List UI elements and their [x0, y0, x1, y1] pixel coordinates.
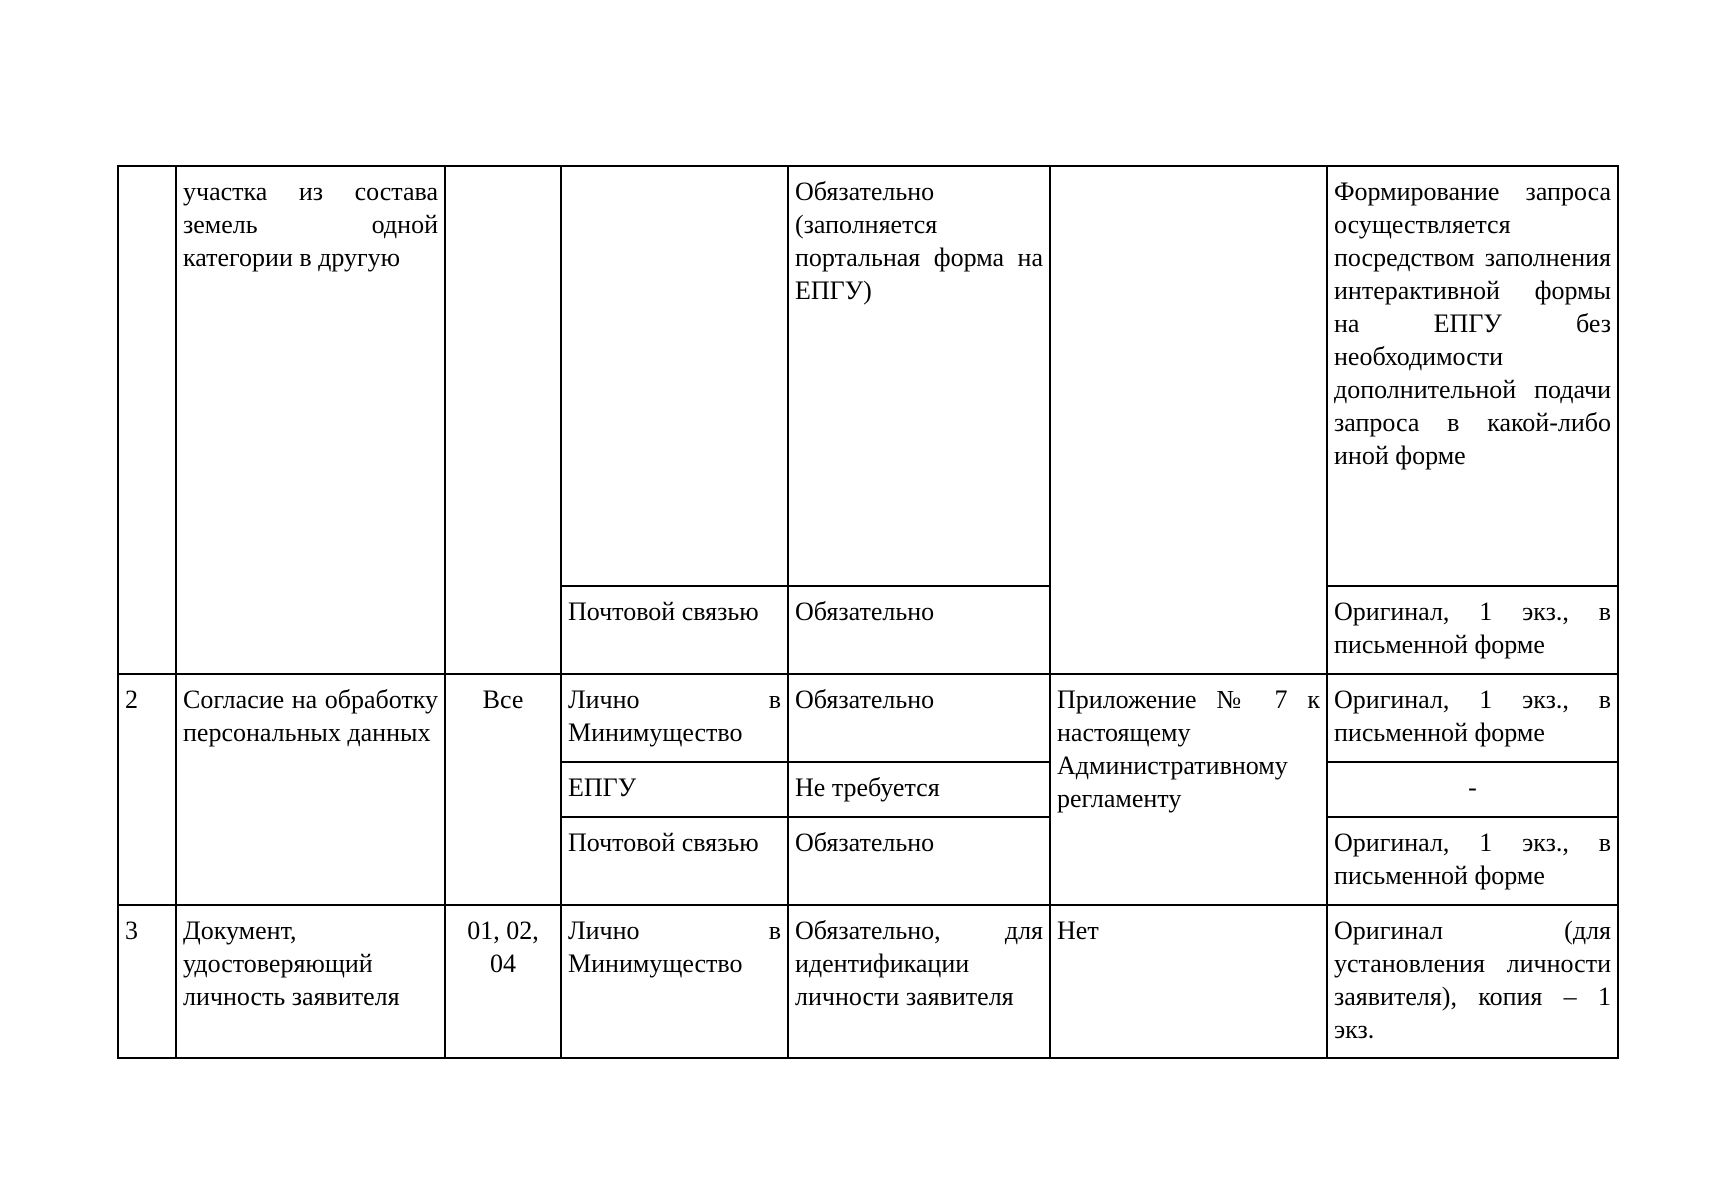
submission-method-cell: Лично в Минимущество [561, 674, 788, 762]
requirement-cell: Обязательно [788, 817, 1050, 905]
document-name-cell: Согласие на обработку персональных данных [176, 674, 445, 905]
table-row [118, 905, 1618, 1058]
form-cell: Нет [1050, 905, 1327, 1058]
requirement-cell: Обязательно [788, 674, 1050, 762]
table-row [118, 166, 1618, 586]
applicants-cell [445, 166, 561, 674]
note-cell: Оригинал, 1 экз., в письменной форме [1327, 674, 1618, 762]
applicants-cell: 01, 02, 04 [445, 905, 561, 1058]
note-cell: Оригинал, 1 экз., в письменной форме [1327, 586, 1618, 674]
note-cell: Оригинал, 1 экз., в письменной форме [1327, 817, 1618, 905]
row-number-cell: 2 [118, 674, 176, 905]
document-name-cell: Документ, удостоверяющий личность заявителя [176, 905, 445, 1058]
requirement-cell: Обязательно, для идентификации личности заявителя [788, 905, 1050, 1058]
requirement-cell: Не требуется [788, 762, 1050, 817]
requirement-cell: Обязательно (заполняется портальная форма на ЕПГУ) [788, 166, 1050, 586]
document-name-cell: участка из состава земель одной категории в другую [176, 166, 445, 674]
submission-method-cell: Почтовой связью [561, 586, 788, 674]
submission-method-cell [561, 166, 788, 586]
note-cell: Оригинал (для установления личности заявителя), копия – 1 экз. [1327, 905, 1618, 1058]
submission-method-cell: ЕПГУ [561, 762, 788, 817]
submission-method-cell: Почтовой связью [561, 817, 788, 905]
submission-method-cell: Лично в Минимущество [561, 905, 788, 1058]
row-number-cell: 3 [118, 905, 176, 1058]
requirement-cell: Обязательно [788, 586, 1050, 674]
applicants-cell: Все [445, 674, 561, 905]
row-number-cell [118, 166, 176, 674]
documents-table [117, 165, 1619, 1059]
form-cell [1050, 166, 1327, 674]
note-cell: - [1327, 762, 1618, 817]
table-row [118, 674, 1618, 762]
note-cell: Формирование запроса осуществляется посредством заполнения интерактивной формы на ЕПГУ без необходимости дополнительной подачи запроса в какой-либо иной форме [1327, 166, 1618, 586]
form-cell: Приложение № 7 к настоящему Административному регламенту [1050, 674, 1327, 905]
